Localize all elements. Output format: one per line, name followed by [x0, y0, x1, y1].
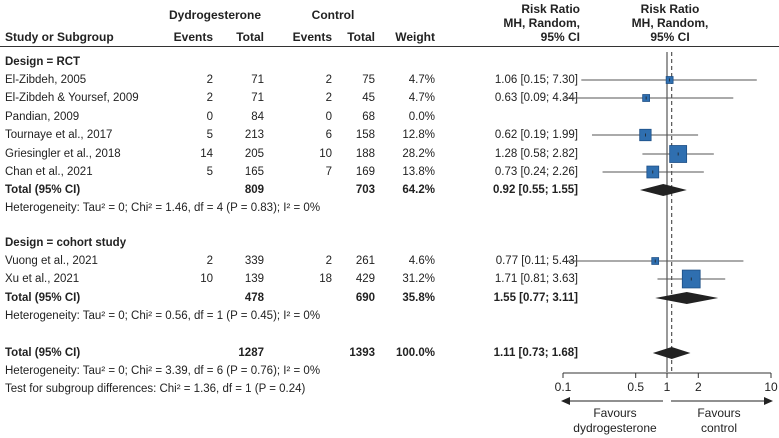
total1-header: Total: [236, 30, 264, 44]
total2: 261: [355, 255, 375, 267]
total1: 71: [251, 92, 264, 104]
study-header: Study or Subgroup: [5, 30, 114, 44]
total1: 205: [244, 148, 264, 160]
total2: 1393: [349, 347, 375, 359]
events2: 18: [319, 273, 332, 285]
favours-right-label: Favours: [697, 406, 741, 420]
plot-header-line2: MH, Random,: [631, 16, 709, 30]
study-name: Xu et al., 2021: [5, 273, 80, 285]
events2: 6: [325, 129, 332, 141]
weight: 31.2%: [402, 273, 435, 285]
events1: 2: [206, 92, 213, 104]
risk-ratio-ci: 0.73 [0.24; 2.26]: [494, 166, 578, 178]
weight: 4.7%: [408, 74, 435, 86]
favours-right-label: control: [700, 421, 738, 435]
study-name: El-Zibdeh, 2005: [5, 74, 87, 86]
risk-ratio-ci: 0.77 [0.11; 5.43]: [495, 255, 578, 267]
events2: 2: [325, 255, 332, 267]
events1: 2: [206, 255, 213, 267]
study-name: Tournaye et al., 2017: [5, 129, 113, 141]
events1: 0: [206, 111, 213, 123]
favours-right-arrowhead: [764, 397, 773, 405]
events2: 0: [325, 111, 332, 123]
events2: 2: [325, 74, 332, 86]
total2: 429: [355, 273, 375, 285]
group1-header: Dydrogesterone: [168, 8, 262, 22]
total2: 703: [355, 184, 375, 196]
risk-ratio-ci: 1.28 [0.58; 2.82]: [494, 148, 578, 160]
favours-left-label: dydrogesterone: [573, 421, 657, 435]
events1: 14: [200, 148, 213, 160]
weight: 0.0%: [408, 111, 435, 123]
x-tick-label: 2: [694, 380, 702, 394]
x-tick-label: 1: [663, 380, 671, 394]
study-name: El-Zibdeh & Yoursef, 2009: [5, 92, 139, 104]
rr-header-line1: Risk Ratio: [521, 2, 580, 16]
risk-ratio-ci: 0.62 [0.19; 1.99]: [494, 129, 578, 141]
rr-header-line3: 95% CI: [540, 30, 580, 44]
risk-ratio-ci: 0.63 [0.09; 4.34]: [494, 92, 578, 104]
weight: 100.0%: [395, 347, 435, 359]
subgroup-diamond: [640, 184, 687, 196]
weight: 4.6%: [408, 255, 435, 267]
group2-header: Control: [311, 8, 355, 22]
total2: 68: [362, 111, 375, 123]
subgroup-test-text: Test for subgroup differences: Chi² = 1.36, df = 1 (P = 0.24): [5, 383, 306, 395]
risk-ratio-ci: 1.55 [0.77; 3.11]: [493, 292, 578, 304]
x-tick-label: 0.1: [554, 380, 572, 394]
total2-header: Total: [347, 30, 375, 44]
risk-ratio-ci: 1.71 [0.81; 3.63]: [494, 273, 578, 285]
heterogeneity-text: Heterogeneity: Tau² = 0; Chi² = 0.56, df = 1 (P = 0.45); I² = 0%: [5, 310, 321, 322]
total1: 213: [244, 129, 264, 141]
rr-header-line2: MH, Random,: [503, 16, 580, 30]
subgroup-title: Design = RCT: [5, 56, 81, 68]
weight: 12.8%: [402, 129, 435, 141]
total1: 339: [244, 255, 264, 267]
events1: 5: [206, 129, 213, 141]
weight: 28.2%: [402, 148, 435, 160]
total-label: Total (95% CI): [5, 292, 81, 304]
risk-ratio-ci: 0.92 [0.55; 1.55]: [492, 184, 578, 196]
total-label: Total (95% CI): [5, 347, 81, 359]
total2: 188: [355, 148, 375, 160]
weight-header: Weight: [395, 30, 435, 44]
events1-header: Events: [173, 30, 213, 44]
total1: 809: [244, 184, 264, 196]
study-name: Vuong et al., 2021: [5, 255, 98, 267]
total2: 169: [355, 166, 375, 178]
weight: 4.7%: [408, 92, 435, 104]
subgroup-title: Design = cohort study: [5, 237, 127, 249]
events2-header: Events: [292, 30, 332, 44]
favours-left-arrowhead: [561, 397, 570, 405]
total2: 45: [362, 92, 375, 104]
total-label: Total (95% CI): [5, 184, 81, 196]
events1: 2: [206, 74, 213, 86]
study-name: Chan et al., 2021: [5, 166, 93, 178]
study-name: Pandian, 2009: [5, 111, 80, 123]
total1: 1287: [238, 347, 264, 359]
total1: 71: [251, 74, 264, 86]
total2: 158: [355, 129, 375, 141]
plot-header-line1: Risk Ratio: [640, 2, 700, 16]
events2: 10: [319, 148, 332, 160]
weight: 35.8%: [402, 292, 435, 304]
total2: 690: [355, 292, 375, 304]
overall-heterogeneity-text: Heterogeneity: Tau² = 0; Chi² = 3.39, df = 6 (P = 0.76); I² = 0%: [5, 365, 321, 377]
x-tick-label: 0.5: [627, 380, 645, 394]
subgroup-diamond: [655, 292, 718, 304]
x-tick-label: 10: [764, 380, 778, 394]
total1: 478: [244, 292, 264, 304]
events1: 10: [200, 273, 213, 285]
events2: 7: [325, 166, 332, 178]
total1: 139: [244, 273, 264, 285]
total2: 75: [362, 74, 375, 86]
risk-ratio-ci: 1.06 [0.15; 7.30]: [494, 74, 578, 86]
heterogeneity-text: Heterogeneity: Tau² = 0; Chi² = 1.46, df = 4 (P = 0.83); I² = 0%: [5, 202, 321, 214]
study-name: Griesingler et al., 2018: [5, 148, 121, 160]
events1: 5: [206, 166, 213, 178]
overall-diamond: [653, 347, 691, 359]
total1: 84: [251, 111, 264, 123]
favours-left-label: Favours: [593, 406, 637, 420]
total1: 165: [244, 166, 264, 178]
plot-header-line3: 95% CI: [650, 30, 690, 44]
risk-ratio-ci: 1.11 [0.73; 1.68]: [493, 347, 578, 359]
weight: 13.8%: [402, 166, 435, 178]
weight: 64.2%: [402, 184, 435, 196]
events2: 2: [325, 92, 332, 104]
